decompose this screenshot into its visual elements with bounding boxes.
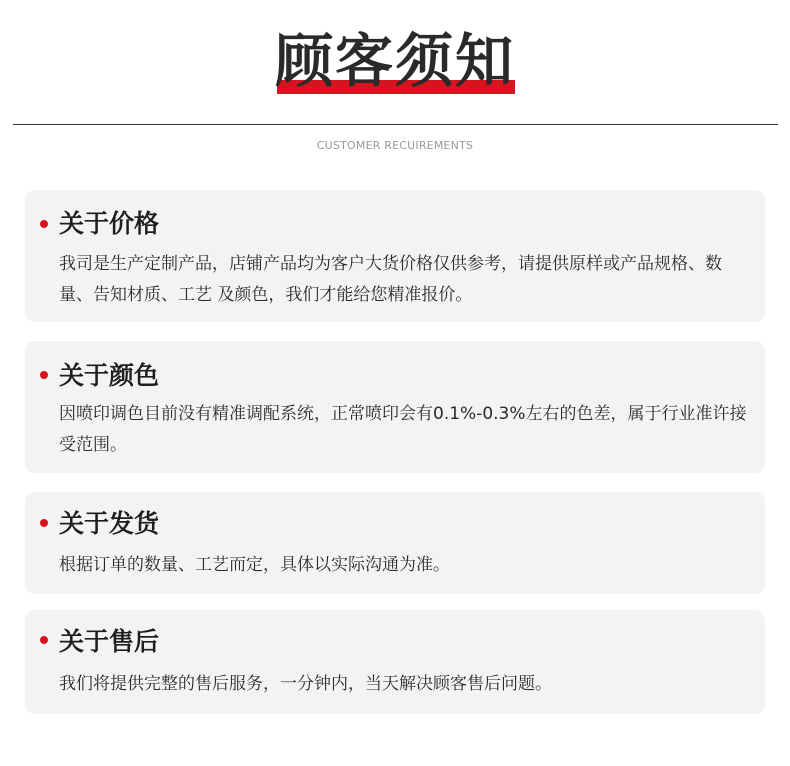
bullet-dot-icon <box>40 636 48 644</box>
section-card-shipping <box>25 492 765 594</box>
section-card-color <box>25 341 765 473</box>
section-body: 我们将提供完整的售后服务，一分钟内，当天解决顾客售后问题。 <box>59 674 552 694</box>
page-header <box>0 28 790 98</box>
section-heading: 关于价格 <box>59 209 160 238</box>
section-heading: 关于售后 <box>59 627 160 656</box>
bullet-dot-icon <box>40 371 48 379</box>
bullet-dot-icon <box>40 220 48 228</box>
section-body: 根据订单的数量、工艺而定，具体以实际沟通为准。 <box>59 555 450 575</box>
section-heading: 关于颜色 <box>59 361 160 390</box>
section-body: 我司是生产定制产品，店铺产品均为客户大货价格仅供参考，请提供原样或产品规格、数量、告知材质、工艺 及颜色，我们才能给您精准报价。 <box>59 254 722 305</box>
section-body: 因喷印调色目前没有精准调配系统，正常喷印会有0.1%-0.3%左右的色差，属于行业准许接受范围。 <box>59 404 747 455</box>
section-heading: 关于发货 <box>59 509 160 538</box>
page-title: 顾客须知 <box>274 27 515 95</box>
section-card-aftersales <box>25 610 765 714</box>
bullet-dot-icon <box>40 519 48 527</box>
page-subtitle: CUSTOMER RECUIREMENTS <box>316 139 474 152</box>
header-divider <box>13 124 778 125</box>
section-card-price <box>25 190 765 322</box>
